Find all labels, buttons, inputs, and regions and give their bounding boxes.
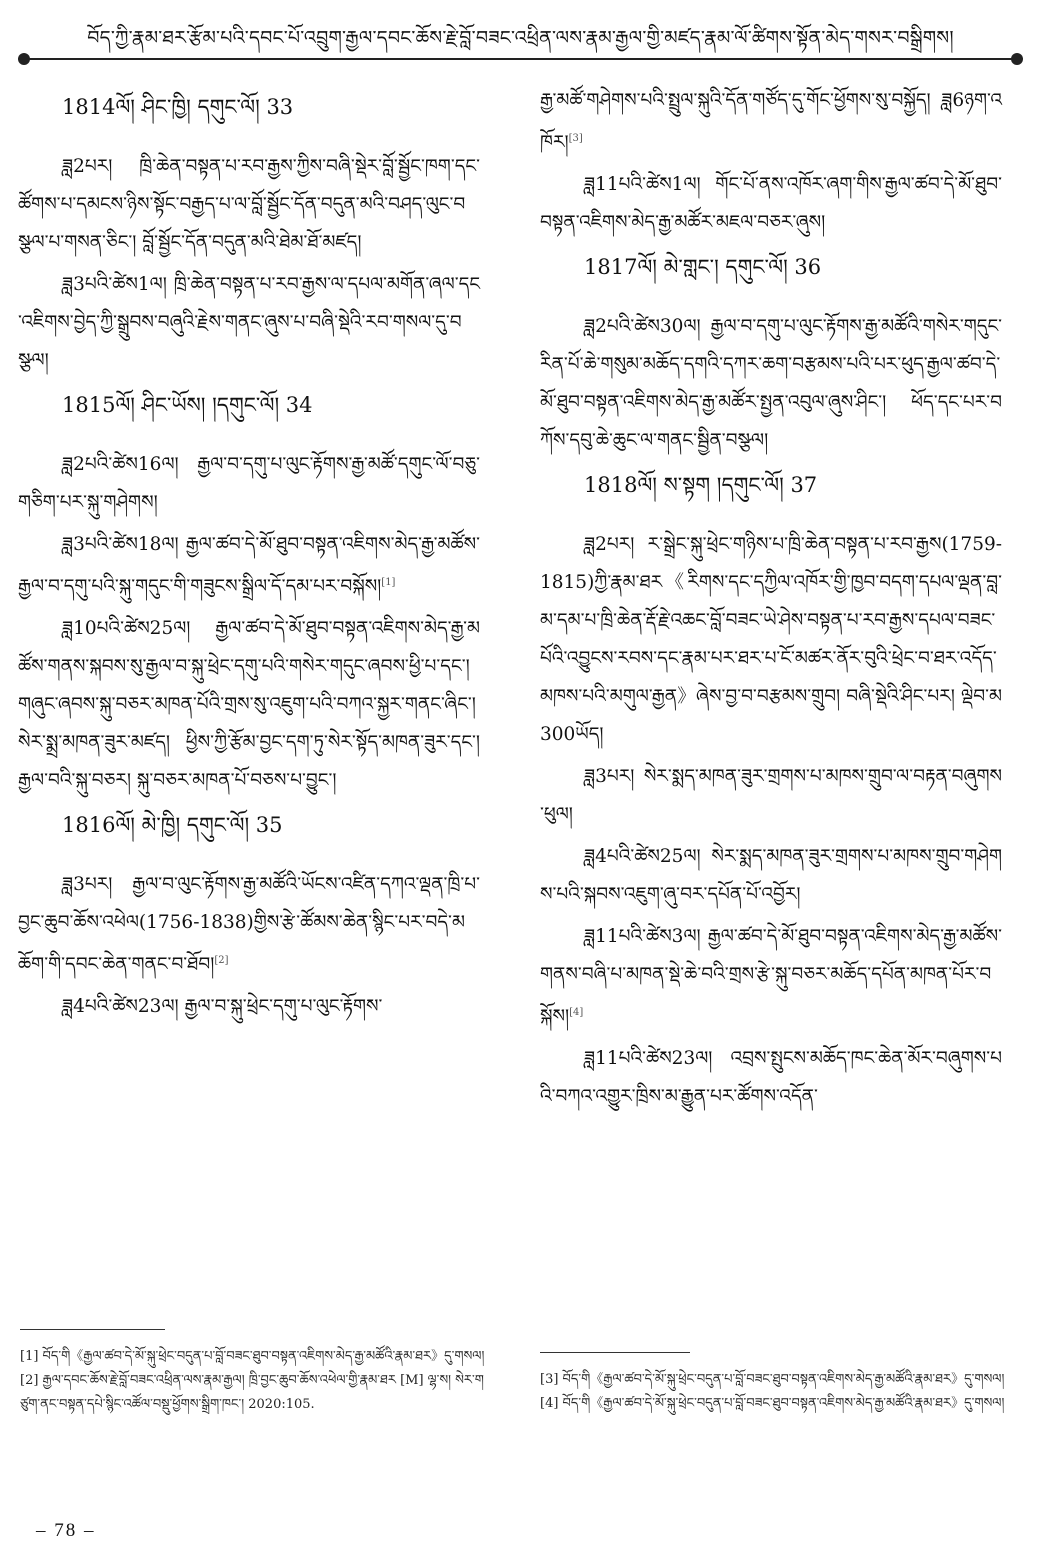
entry-text: རྒྱ་མཚོ་གཤེགས་པའི་སྤྲུལ་སྐུའི་དོན་གཙོད་དུ་གོང་ཕྱོགས་སུ་བསྐྱོད། ཟླ6ཉག་འཁོར། xyxy=(540,90,1002,154)
year-heading xyxy=(18,92,480,122)
footnote-rule-right xyxy=(540,1352,690,1353)
entry-text: ཟླ2པར། ར་སྒྲེང་སྐུ་ཕྲེང་གཉིས་པ་ཁྲི་ཆེན་བསྟན་པ་རབ་རྒྱས(1759-1815)ཀྱི་རྣམ་ཐར《རིགས་དང་དཀྱིལ་འཁོར་གྱི་ཁྱབ་བདག་དཔལ་ལྡན་བླ་མ་དམ་པ་ཁྲི་ཆེན་རྡོ་རྗེ་འཆང་བློ་བཟང་ཡེ་ཤེས་བསྟན་པ་རབ་རྒྱས་དཔལ་བཟང་པོའི་འབྱུངས་རབས་དང་རྣམ་པར་ཐར་པ་ངོ་མཚར་ནོར་བུའི་ཕྲེང་བ་ཐར་འདོད་མཁས་པའི་མགུལ་རྒྱན》ཞེས་བྱ་བ་བརྩམས་གྲུབ། བཞི་སྡེའི་ཤིང་པར། ལྡེབ་མ300ཡོད། xyxy=(540,534,1002,746)
footnote-reference[interactable]: [1] xyxy=(381,577,396,588)
entry-text: ཟླ3པར། སེར་སྨད་མཁན་ཟུར་གྲགས་པ་མཁས་གྲུབ་ལ་བརྟན་བཞུགས་ཕུལ། xyxy=(540,766,1002,826)
footnotes-left xyxy=(20,1345,492,1417)
entry-paragraph xyxy=(540,166,1002,242)
entry-text: ཟླ4པའི་ཚེས23ལ། རྒྱལ་བ་སྐུ་ཕྲེང་དགུ་པ་ལུང་རྟོགས་ xyxy=(62,996,383,1018)
entry-text: ཟླ11པའི་ཚེས3ལ། རྒྱལ་ཚབ་དེ་མོ་ཐུབ་བསྟན་འཇིགས་མེད་རྒྱ་མཚོས་གནས་བཞི་པ་མཁན་སྡེ་ཆེ་བའི་གྲས་རྩེ་སྐུ་བཅར་མཆོད་དཔོན་མཁན་པོར་བསྐོས། xyxy=(540,926,1002,1028)
year-heading-text: 1817ལོ། མེ་གླང་། དགུང་ལོ། 36 xyxy=(584,255,822,280)
right-column xyxy=(540,82,1002,1120)
footnotes-right xyxy=(540,1368,1020,1416)
year-heading-text: 1815ལོ། ཤིང་ཡོས། །དགུང་ལོ། 34 xyxy=(62,393,313,417)
entry-paragraph xyxy=(540,838,1002,914)
year-heading xyxy=(540,470,1002,500)
entry-text: ཟླ3པའི་ཚེས1ལ། ཁྲི་ཆེན་བསྟན་པ་རབ་རྒྱས་ལ་དཔལ་མགོན་ཞལ་དང་འཇིགས་བྱེད་ཀྱི་སྒྲུབས་བཞུའི་རྗེས་གནང་ཞུས་པ་བཞི་སྡེའི་རབ་གསལ་དུ་བསྩལ། xyxy=(18,274,480,371)
entry-paragraph xyxy=(540,526,1002,754)
year-heading-text: 1814ལོ། ཤིང་ཁྱི། དགུང་ལོ། 33 xyxy=(62,95,294,119)
footnote: [2] རྒྱལ་དབང་ཆོས་རྗེ་བློ་བཟང་འཕྲིན་ལས་རྣམ་རྒྱལ། ཁྲི་བྱང་ཆུབ་ཆོས་འཕེལ་གྱི་རྣམ་ཐར [M] ལྷ་ས། སེར་གཙུག་ནང་བསྟན་དཔེ་སྙིང་འཚོལ་བསྡུ་ཕྱོགས་སྒྲིག་ཁང་། 2020:105. xyxy=(20,1373,484,1412)
footnote-reference[interactable]: [3] xyxy=(568,133,583,144)
entry-paragraph xyxy=(540,918,1002,1036)
footnote: [1] བོད་གི《རྒྱལ་ཚབ་དེ་མོ་སྐུ་ཕྲེང་བདུན་པ་བློ་བཟང་ཐུབ་བསྟན་འཇིགས་མེད་རྒྱ་མཚོའི་རྣམ་ཐར》དུ་གསལ། xyxy=(20,1349,485,1364)
footnote: [3] བོད་གི《རྒྱལ་ཚབ་དེ་མོ་སྐུ་ཕྲེང་བདུན་པ་བློ་བཟང་ཐུབ་བསྟན་འཇིགས་མེད་རྒྱ་མཚོའི་རྣམ་ཐར》དུ་གསལ། xyxy=(540,1372,1005,1387)
entry-paragraph xyxy=(540,308,1002,460)
entry-text: ཟླ3པར། རྒྱལ་བ་ལུང་རྟོགས་རྒྱ་མཚོའི་ཡོངས་འཛིན་དཀའ་ལྡན་ཁྲི་པ་བྱང་ཆུབ་ཆོས་འཕེལ(1756-1838)གྱིས་རྩེ་ཚོམས་ཆེན་སྙིང་པར་བདེ་མཆོག་གི་དབང་ཆེན་གནང་བ་ཐོབ། xyxy=(18,874,480,976)
entry-paragraph xyxy=(18,610,480,800)
year-heading xyxy=(540,252,1002,282)
entry-paragraph xyxy=(18,866,480,984)
entry-paragraph xyxy=(540,1040,1002,1116)
entry-paragraph xyxy=(18,266,480,380)
entry-text: ཟླ2པའི་ཚེས16ལ། རྒྱལ་བ་དགུ་པ་ལུང་རྟོགས་རྒྱ་མཚོ་དགུང་ལོ་བཅུ་གཅིག་པར་སྐུ་གཤེགས། xyxy=(18,454,480,513)
entry-text: ཟླ2པར། ཁྲི་ཆེན་བསྟན་པ་རབ་རྒྱས་ཀྱིས་བཞི་སྡེར་བློ་སྦྱོང་ཁག་དང་ཚོགས་པ་དམངས་ཉིས་སྟོང་བརྒྱད་པ་ལ་བློ་སྦྱོང་དོན་བདུན་མའི་བཤད་ལུང་བསྩལ་པ་གསན་ཅིང་། བློ་སྦྱོང་དོན་བདུན་མའི་ཐེམ་ཐོ་མཛད། xyxy=(18,156,480,253)
footnote: [4] བོད་གི《རྒྱལ་ཚབ་དེ་མོ་སྐུ་ཕྲེང་བདུན་པ་བློ་བཟང་ཐུབ་བསྟན་འཇིགས་མེད་རྒྱ་མཚོའི་རྣམ་ཐར》དུ་གསལ། xyxy=(540,1396,1005,1411)
page-number: – 78 – xyxy=(36,1520,96,1541)
entry-paragraph xyxy=(18,988,480,1026)
entry-text: ཟླ11པའི་ཚེས23ལ། འབྲས་སྤུངས་མཆོད་ཁང་ཆེན་མོར་བཞུགས་པའི་བཀའ་འགྱུར་ཁྲིས་མ་རྒྱུན་པར་ཚོགས་འདོན་ xyxy=(540,1048,1002,1108)
entry-paragraph xyxy=(18,526,480,606)
entry-text: ཟླ11པའི་ཚེས1ལ། གོང་པོ་ནས་འཁོར་ཞག་གིས་རྒྱལ་ཚབ་དེ་མོ་ཐུབ་བསྟན་འཇིགས་མེད་རྒྱ་མཚོར་མཇལ་བཅར་ཞུས། xyxy=(540,174,1002,234)
entry-paragraph xyxy=(18,148,480,262)
entry-paragraph xyxy=(540,758,1002,834)
footnote-reference[interactable]: [4] xyxy=(569,1007,584,1019)
entry-paragraph xyxy=(540,82,1002,162)
header-rule xyxy=(20,58,1021,60)
header-rule-dot-left xyxy=(18,53,30,65)
year-heading xyxy=(18,810,480,840)
running-header-title: བོད་ཀྱི་རྣམ་ཐར་རྩོམ་པའི་དབང་པོ་འབྲུག་རྒྱལ་དབང་ཆོས་རྗེ་བློ་བཟང་འཕྲིན་ལས་རྣམ་རྒྱལ་གྱི་མཛད་རྣམ་ལོ་ཚིགས་སྟོན་མེད་གསར་བསྒྲིགས། xyxy=(87,27,954,49)
year-heading-text: 1816ལོ། མེ་ཁྱི། དགུང་ལོ། 35 xyxy=(62,813,283,838)
footnote-rule-left xyxy=(20,1329,165,1330)
entry-text: ཟླ3པའི་ཚེས18ལ། རྒྱལ་ཚབ་དེ་མོ་ཐུབ་བསྟན་འཇིགས་མེད་རྒྱ་མཚོས་རྒྱལ་བ་དགུ་པའི་སྐུ་གདུང་གི་གཟུངས་སྒྲིལ་དོ་དམ་པར་བསྐོས། xyxy=(18,534,480,598)
entry-text: ཟླ10པའི་ཚེས25ལ། རྒྱལ་ཚབ་དེ་མོ་ཐུབ་བསྟན་འཇིགས་མེད་རྒྱ་མཚོས་གནས་སྐབས་སུ་རྒྱལ་བ་སྐུ་ཕྲེང་དགུ་པའི་གསེར་གདུང་ཞབས་ཕྱི་པ་དང་། གཞུང་ཞབས་སྐུ་བཅར་མཁན་པོའི་གྲས་སུ་འཇུག་པའི་བཀའ་སྐྱར་གནང་ཞིང་། སེར་སྨྲ་མཁན་ཟུར་མཛད། ཕྱིས་ཀྱི་རྩོམ་བྱང་དག་ཏུ་སེར་སྟོད་མཁན་ཟུར་དང་། རྒྱལ་བའི་སྐུ་བཅར། སྐུ་བཅར་མཁན་པོ་བཅས་པ་བྱུང་། xyxy=(18,618,480,792)
entry-text: ཟླ4པའི་ཚེས25ལ། སེར་སྨད་མཁན་ཟུར་གྲགས་པ་མཁས་གྲུབ་གཤེགས་པའི་སྐབས་འཇུག་ཞུ་བར་དཔོན་པོ་འབྱོར། xyxy=(540,846,1002,906)
running-header xyxy=(20,12,1021,56)
footnote-reference[interactable]: [2] xyxy=(214,955,229,967)
year-heading xyxy=(18,390,480,420)
left-column xyxy=(18,82,480,1030)
header-rule-dot-right xyxy=(1011,53,1023,65)
entry-text: ཟླ2པའི་ཚེས30ལ། རྒྱལ་བ་དགུ་པ་ལུང་རྟོགས་རྒྱ་མཚོའི་གསེར་གདུང་རིན་པོ་ཆེ་གསུམ་མཆོད་དགའི་དཀར་ཆག་བརྩམས་པའི་པར་ཕུད་རྒྱལ་ཚབ་དེ་མོ་ཐུབ་བསྟན་འཇིགས་མེད་རྒྱ་མཚོར་སྤྱན་འབུལ་ཞུས་ཤིང་། ཕོད་དང་པར་བཀོས་དབུ་ཆེ་ཆུང་ལ་གནང་སྦྱིན་བསྩལ། xyxy=(540,316,1002,452)
year-heading-text: 1818ལོ། ས་སྟག །དགུང་ལོ། 37 xyxy=(584,473,818,498)
entry-paragraph xyxy=(18,446,480,522)
